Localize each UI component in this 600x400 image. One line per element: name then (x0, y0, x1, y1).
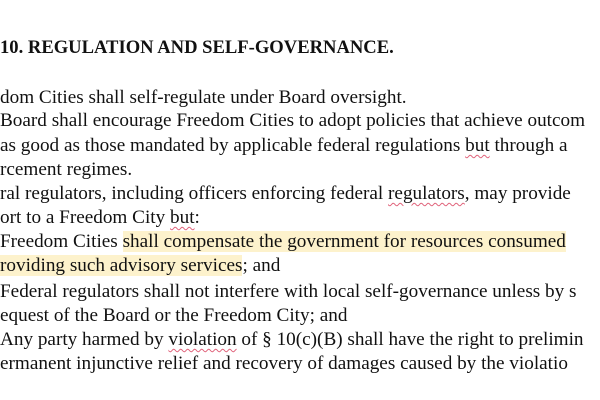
text-line-2: Board shall encourage Freedom Cities to adopt policies that achieve outcom (0, 110, 586, 131)
highlighted-text[interactable]: roviding such advisory services (0, 255, 243, 276)
flagged-word-but[interactable]: but (170, 207, 195, 228)
text-line-6: ort to a Freedom City but: (0, 207, 200, 228)
text-line-1: dom Cities shall self-regulate under Board oversight. (0, 87, 407, 108)
section-heading: 10. REGULATION AND SELF-GOVERNANCE. (0, 37, 394, 58)
text-line-10: equest of the Board or the Freedom City; and (0, 305, 348, 326)
text-line-9: Federal regulators shall not interfere with local self-governance unless by s (0, 281, 577, 302)
text-line-3: as good as those mandated by applicable federal regulations but through a (0, 135, 568, 156)
text-line-7: Freedom Cities shall compensate the government for resources consumed (0, 231, 566, 252)
flagged-word-but[interactable]: but (465, 135, 490, 156)
flagged-word-violation[interactable]: violation (168, 329, 237, 350)
text-line-8: roviding such advisory services; and (0, 255, 281, 276)
flagged-word-regulators[interactable]: regulators (388, 183, 465, 204)
highlighted-text[interactable]: shall compensate the government for resources consumed (122, 231, 566, 252)
text-line-11: Any party harmed by violation of § 10(c)(B) shall have the right to prelimin (0, 329, 584, 350)
text-line-12: ermanent injunctive relief and recovery of damages caused by the violatio (0, 353, 568, 374)
text-line-5: ral regulators, including officers enforcing federal regulators, may provide (0, 183, 571, 204)
text-line-4: rcement regimes. (0, 159, 133, 180)
